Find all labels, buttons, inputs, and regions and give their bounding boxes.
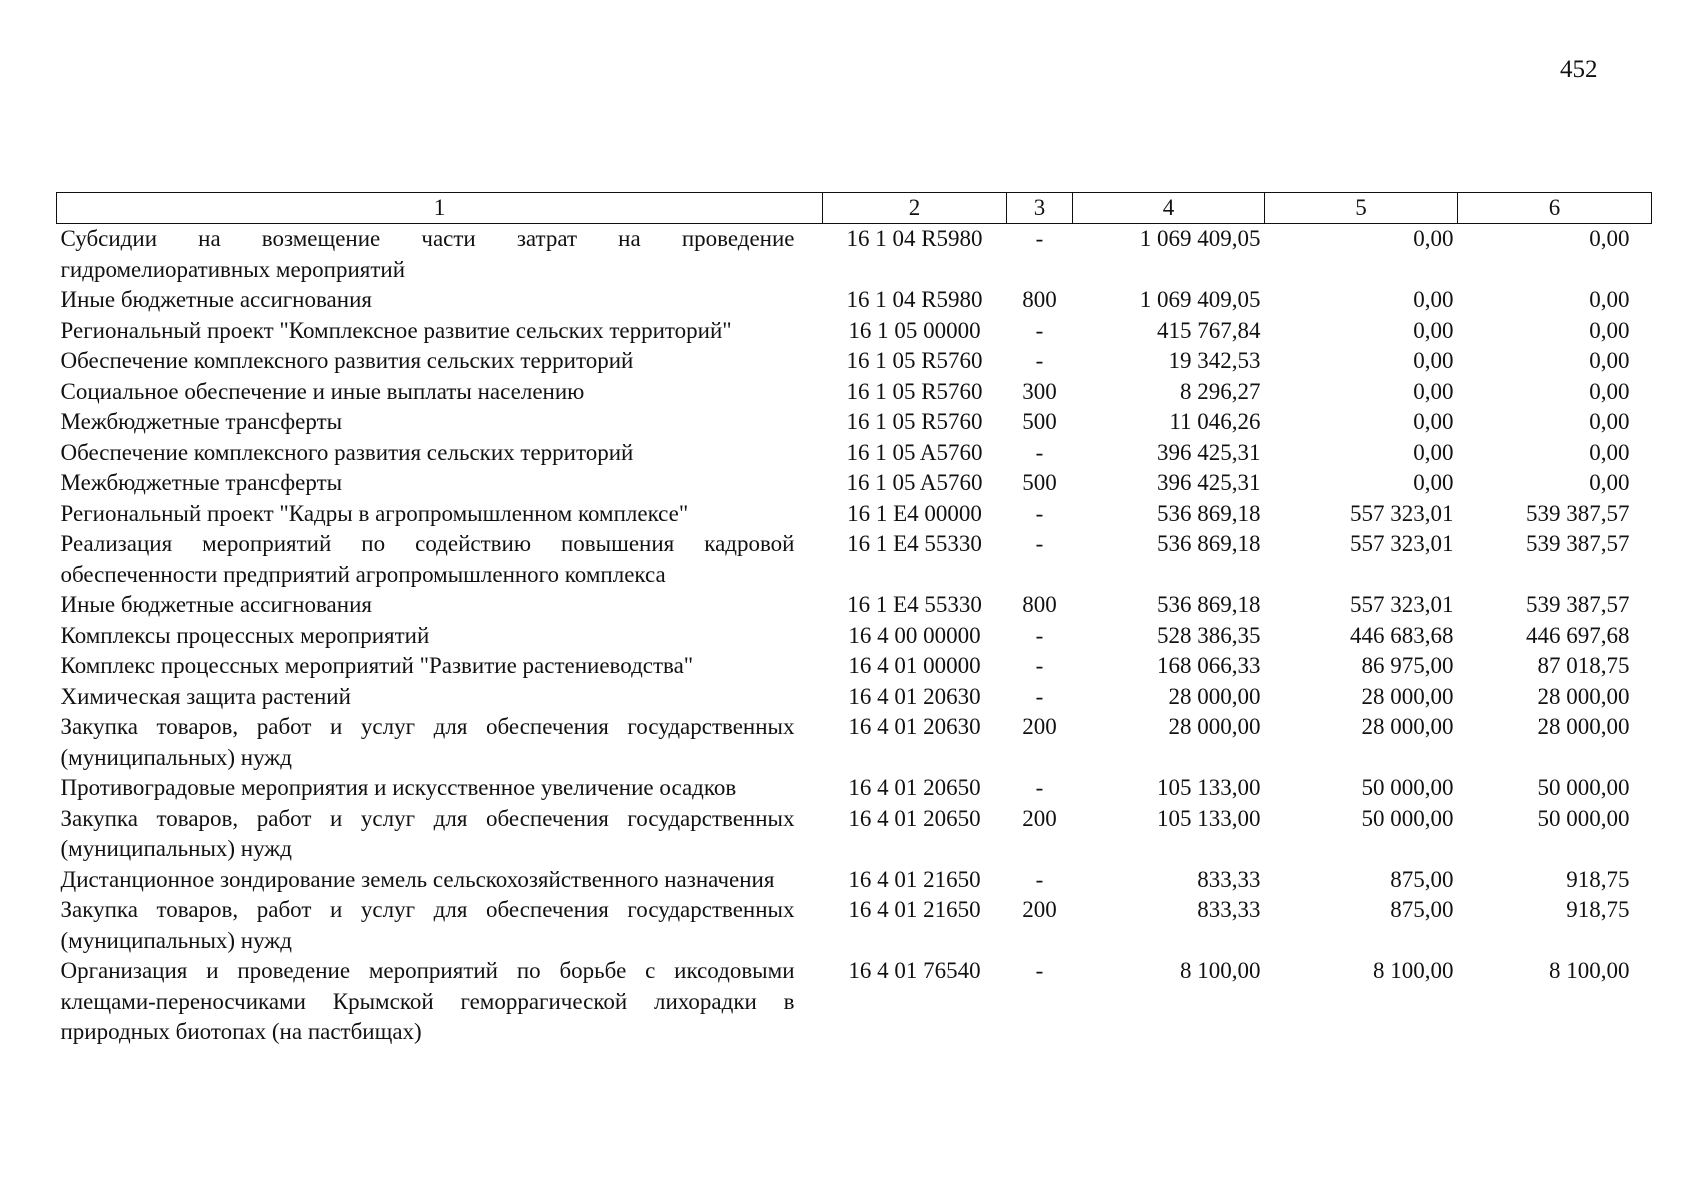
row-name: Региональный проект "Комплексное развитие сельских территорий" <box>60 317 732 343</box>
row-value-col6: 0,00 <box>1589 348 1630 373</box>
row-value-col5: 0,00 <box>1413 439 1454 465</box>
row-value-col5: 557 323,01 <box>1350 592 1454 617</box>
row-value-col4: 8 100,00 <box>1180 958 1261 983</box>
row-name: Межбюджетные трансферты <box>60 409 343 434</box>
row-expense-type: 200 <box>1022 714 1057 739</box>
table-row <box>57 621 1652 652</box>
row-name: Закупка товаров, работ и услуг для обеспечения государственных (муниципальных) нужд <box>60 714 795 770</box>
row-name: Региональный проект "Кадры в агропромышленном комплексе" <box>60 500 689 526</box>
table-row <box>57 682 1652 713</box>
row-value-col4: 19 342,53 <box>1168 348 1261 373</box>
row-code: 16 4 01 76540 <box>848 958 981 983</box>
row-code: 16 1 05 A5760 <box>846 470 983 495</box>
row-value-col6: 918,75 <box>1566 866 1630 892</box>
row-value-col4: 28 000,00 <box>1168 683 1261 709</box>
row-expense-type: - <box>1035 683 1044 709</box>
header-row <box>57 193 1652 224</box>
table-row <box>57 865 1652 896</box>
row-value-col6: 8 100,00 <box>1549 958 1630 983</box>
row-value-col5: 28 000,00 <box>1361 683 1454 709</box>
row-expense-type: 300 <box>1022 378 1057 404</box>
row-code: 16 1 05 R5760 <box>846 348 983 373</box>
budget-table <box>56 192 1652 1048</box>
row-expense-type: - <box>1035 317 1044 343</box>
row-value-col4: 833,33 <box>1197 866 1261 892</box>
row-value-col6: 539 387,57 <box>1526 592 1630 617</box>
row-name: Химическая защита растений <box>60 683 351 709</box>
row-code: 16 1 E4 00000 <box>847 500 982 526</box>
row-value-col6: 50 000,00 <box>1537 805 1630 831</box>
row-code: 16 4 01 20650 <box>848 805 981 831</box>
row-expense-type: - <box>1035 439 1044 465</box>
table-row <box>57 499 1652 530</box>
row-code: 16 4 01 20630 <box>848 683 981 709</box>
row-code: 16 4 01 00000 <box>848 653 981 678</box>
row-code: 16 4 01 20650 <box>848 775 981 800</box>
row-code: 16 1 E4 55330 <box>847 531 982 556</box>
row-value-col5: 0,00 <box>1413 287 1454 312</box>
row-value-col5: 557 323,01 <box>1350 500 1454 526</box>
row-value-col4: 1 069 409,05 <box>1139 226 1261 251</box>
row-value-col6: 0,00 <box>1589 287 1630 312</box>
row-value-col6: 28 000,00 <box>1537 714 1630 739</box>
row-value-col4: 105 133,00 <box>1157 805 1261 831</box>
row-name: Обеспечение комплексного развития сельских территорий <box>60 439 634 465</box>
table-row <box>57 956 1652 1048</box>
row-value-col4: 396 425,31 <box>1157 470 1261 495</box>
row-value-col6: 0,00 <box>1589 317 1630 343</box>
row-expense-type: - <box>1035 500 1044 526</box>
row-value-col6: 918,75 <box>1566 897 1630 922</box>
row-value-col5: 875,00 <box>1390 866 1454 892</box>
table-row <box>57 712 1652 773</box>
table-row <box>57 377 1652 408</box>
row-name: Организация и проведение мероприятий по борьбе с иксодовыми клещами-переносчиками Крымской геморрагической лихорадки в природных биотопах (на пастбищах) <box>60 958 795 1044</box>
table-row <box>57 224 1652 286</box>
row-code: 16 1 E4 55330 <box>847 592 982 617</box>
row-value-col4: 28 000,00 <box>1168 714 1261 739</box>
table-row <box>57 468 1652 499</box>
row-expense-type: 500 <box>1022 409 1057 434</box>
row-value-col6: 0,00 <box>1589 226 1630 251</box>
table-header <box>57 193 1652 224</box>
row-value-col5: 0,00 <box>1413 317 1454 343</box>
header-col-5: 5 <box>1265 193 1458 224</box>
row-value-col4: 536 869,18 <box>1157 592 1261 617</box>
row-value-col6: 0,00 <box>1589 378 1630 404</box>
row-value-col5: 0,00 <box>1413 378 1454 404</box>
row-name: Реализация мероприятий по содействию повышения кадровой обеспеченности предприятий агропромышленного комплекса <box>60 531 795 587</box>
row-value-col4: 536 869,18 <box>1157 531 1261 556</box>
row-value-col5: 875,00 <box>1390 897 1454 922</box>
row-code: 16 4 01 21650 <box>848 897 981 922</box>
row-value-col6: 0,00 <box>1589 439 1630 465</box>
page-number: 452 <box>1560 56 1598 83</box>
table-row <box>57 346 1652 377</box>
row-name: Закупка товаров, работ и услуг для обеспечения государственных (муниципальных) нужд <box>60 805 795 861</box>
row-value-col5: 0,00 <box>1413 470 1454 495</box>
row-expense-type: - <box>1035 226 1044 251</box>
row-name: Закупка товаров, работ и услуг для обеспечения государственных (муниципальных) нужд <box>60 897 795 953</box>
row-value-col5: 446 683,68 <box>1350 622 1454 648</box>
row-value-col6: 446 697,68 <box>1526 622 1630 648</box>
table-row <box>57 804 1652 865</box>
row-code: 16 1 05 R5760 <box>846 409 983 434</box>
row-code: 16 4 01 21650 <box>848 866 981 892</box>
row-value-col4: 536 869,18 <box>1157 500 1261 526</box>
row-name: Субсидии на возмещение части затрат на проведение гидромелиоративных мероприятий <box>60 226 795 282</box>
row-value-col5: 0,00 <box>1413 226 1454 251</box>
row-code: 16 4 00 00000 <box>848 622 981 648</box>
table-row <box>57 407 1652 438</box>
row-expense-type: - <box>1035 775 1044 800</box>
row-expense-type: 200 <box>1022 805 1057 831</box>
header-col-6: 6 <box>1458 193 1652 224</box>
row-expense-type: 800 <box>1022 592 1057 617</box>
row-value-col5: 0,00 <box>1413 348 1454 373</box>
table-row <box>57 773 1652 804</box>
row-expense-type: - <box>1035 958 1044 983</box>
row-code: 16 1 04 R5980 <box>846 287 983 312</box>
row-value-col5: 50 000,00 <box>1361 805 1454 831</box>
row-value-col6: 0,00 <box>1589 409 1630 434</box>
row-value-col6: 0,00 <box>1589 470 1630 495</box>
row-name: Комплекс процессных мероприятий "Развитие растениеводства" <box>60 653 694 678</box>
table-row <box>57 651 1652 682</box>
row-value-col4: 168 066,33 <box>1157 653 1261 678</box>
row-value-col6: 539 387,57 <box>1526 531 1630 556</box>
row-name: Комплексы процессных мероприятий <box>60 622 430 648</box>
row-name: Дистанционное зондирование земель сельскохозяйственного назначения <box>60 866 775 892</box>
row-expense-type: - <box>1035 653 1044 678</box>
row-value-col4: 8 296,27 <box>1180 378 1261 404</box>
header-col-4: 4 <box>1073 193 1265 224</box>
row-value-col4: 833,33 <box>1197 897 1261 922</box>
row-expense-type: 500 <box>1022 470 1057 495</box>
row-value-col5: 0,00 <box>1413 409 1454 434</box>
row-value-col6: 539 387,57 <box>1526 500 1630 526</box>
row-code: 16 1 05 00000 <box>848 317 981 343</box>
row-name: Обеспечение комплексного развития сельских территорий <box>60 348 634 373</box>
row-value-col6: 50 000,00 <box>1537 775 1630 800</box>
row-name: Иные бюджетные ассигнования <box>60 287 372 312</box>
row-value-col4: 396 425,31 <box>1157 439 1261 465</box>
row-value-col4: 415 767,84 <box>1157 317 1261 343</box>
row-expense-type: - <box>1035 866 1044 892</box>
row-name: Межбюджетные трансферты <box>60 470 343 495</box>
row-code: 16 1 04 R5980 <box>846 226 983 251</box>
row-expense-type: - <box>1035 622 1044 648</box>
row-expense-type: 200 <box>1022 897 1057 922</box>
table-row <box>57 316 1652 347</box>
row-expense-type: 800 <box>1022 287 1057 312</box>
row-value-col4: 1 069 409,05 <box>1139 287 1261 312</box>
table-row <box>57 895 1652 956</box>
table-body <box>57 224 1652 1048</box>
table-row <box>57 590 1652 621</box>
row-expense-type: - <box>1035 531 1044 556</box>
header-col-1: 1 <box>57 193 823 224</box>
row-value-col6: 28 000,00 <box>1537 683 1630 709</box>
row-value-col5: 28 000,00 <box>1361 714 1454 739</box>
row-code: 16 1 05 A5760 <box>846 439 983 465</box>
row-code: 16 4 01 20630 <box>848 714 981 739</box>
row-value-col5: 557 323,01 <box>1350 531 1454 556</box>
table-row <box>57 285 1652 316</box>
row-name: Социальное обеспечение и иные выплаты населению <box>60 378 585 404</box>
row-value-col5: 86 975,00 <box>1361 653 1454 678</box>
row-value-col5: 8 100,00 <box>1373 958 1454 983</box>
row-value-col5: 50 000,00 <box>1361 775 1454 800</box>
table-row <box>57 438 1652 469</box>
row-code: 16 1 05 R5760 <box>846 378 983 404</box>
row-expense-type: - <box>1035 348 1044 373</box>
row-value-col4: 528 386,35 <box>1157 622 1261 648</box>
row-name: Противоградовые мероприятия и искусственное увеличение осадков <box>60 775 737 800</box>
table-row <box>57 529 1652 590</box>
row-value-col6: 87 018,75 <box>1537 653 1630 678</box>
row-value-col4: 105 133,00 <box>1157 775 1261 800</box>
header-col-3: 3 <box>1007 193 1073 224</box>
row-name: Иные бюджетные ассигнования <box>60 592 372 617</box>
header-col-2: 2 <box>823 193 1007 224</box>
row-value-col4: 11 046,26 <box>1169 409 1261 434</box>
